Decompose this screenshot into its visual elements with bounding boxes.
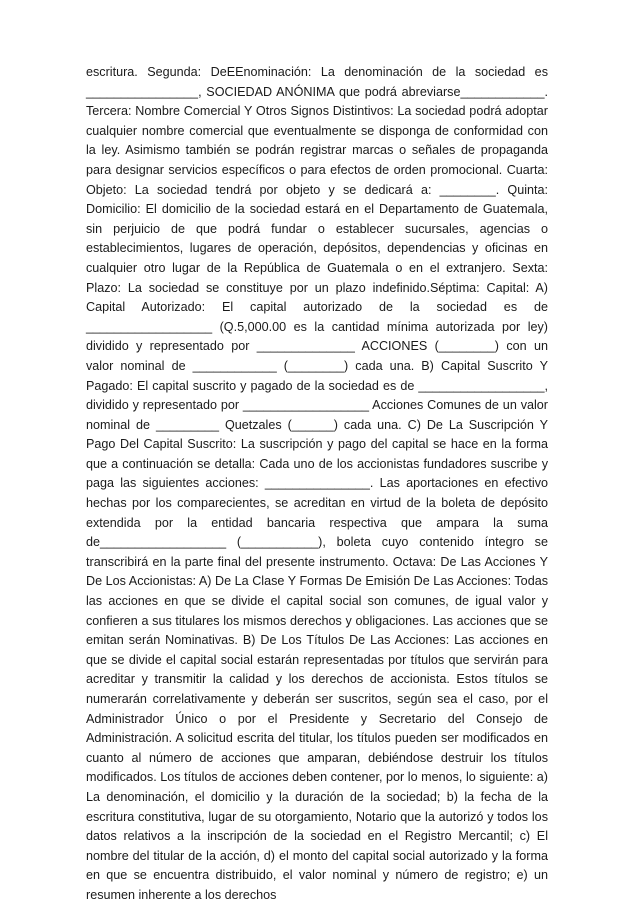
document-page <box>86 63 548 906</box>
document-body-text: escritura. Segunda: DeEEnominación: La denominación de la sociedad es ________________, SOCIEDAD ANÓNIMA que podrá abreviarse____________. Tercera: Nombre Comercial Y Otros Signos Distintivos: La sociedad podrá adoptar cualquier nombre comercial que eventualmente se disponga de conformidad con la ley. Asimismo también se podrán registrar marcas o señales de propaganda para designar servicios específicos o para efectos de orden promocional. Cuarta: Objeto: La sociedad tendrá por objeto y se dedicará a: ________. Quinta: Domicilio: El domicilio de la sociedad estará en el Departamento de Guatemala, sin perjuicio de que podrá fundar o establecer sucursales, agencias o establecimientos, lugares de operación, depósitos, dependencias y oficinas en cualquier otro lugar de la República de Guatemala o en el extranjero. Sexta: Plazo: La sociedad se constituye por un plazo indefinido.Séptima: Capital: A) Capital Autorizado: El capital autorizado de la sociedad es de __________________ (Q.5,000.00 es la cantidad mínima autorizada por ley) dividido y representado por ______________ ACCIONES (________) con un valor nominal de ____________ (________) cada una. B) Capital Suscrito Y Pagado: El capital suscrito y pagado de la sociedad es de __________________, dividido y representado por __________________ Acciones Comunes de un valor nominal de _________ Quetzales (______) cada una. C) De La Suscripción Y Pago Del Capital Suscrito: La suscripción y pago del capital se hace en la forma que a continuación se detalla: Cada uno de los accionistas fundadores suscribe y paga las siguientes acciones: _______________. Las aportaciones en efectivo hechas por los comparecientes, se acreditan en virtud de la boleta de depósito extendida por la entidad bancaria respectiva que ampara la suma de__________________ (___________), boleta cuyo contenido íntegro se transcribirá en la parte final del presente instrumento. Octava: De Las Acciones Y De Los Accionistas: A) De La Clase Y Formas De Emisión De Las Acciones: Todas las acciones en que se divide el capital social son comunes, de igual valor y confieren a sus titulares los mismos derechos y obligaciones. Las acciones que se emitan serán Nominativas. B) De Los Títulos De Las Acciones: Las acciones en que se divide el capital social estarán representadas por títulos que servirán para acreditar y transmitir la calidad y los derechos de accionista. Estos títulos se numerarán correlativamente y deberán ser suscritos, según sea el caso, por el Administrador Único o por el Presidente y Secretario del Consejo de Administración. A solicitud escrita del titular, los títulos pueden ser modificados en cuanto al número de acciones que amparan, debiéndose destruir los títulos modificados. Los títulos de acciones deben contener, por lo menos, lo siguiente: a) La denominación, el domicilio y la duración de la sociedad; b) la fecha de la escritura constitutiva, lugar de su otorgamiento, Notario que la autorizó y todos los datos relativos a la inscripción de la sociedad en el Registro Mercantil; c) El nombre del titular de la acción, d) el monto del capital social autorizado y la forma en que se encuentra distribuido, el valor nominal y número de registro; e) un resumen inherente a los derechos <box>86 65 548 902</box>
